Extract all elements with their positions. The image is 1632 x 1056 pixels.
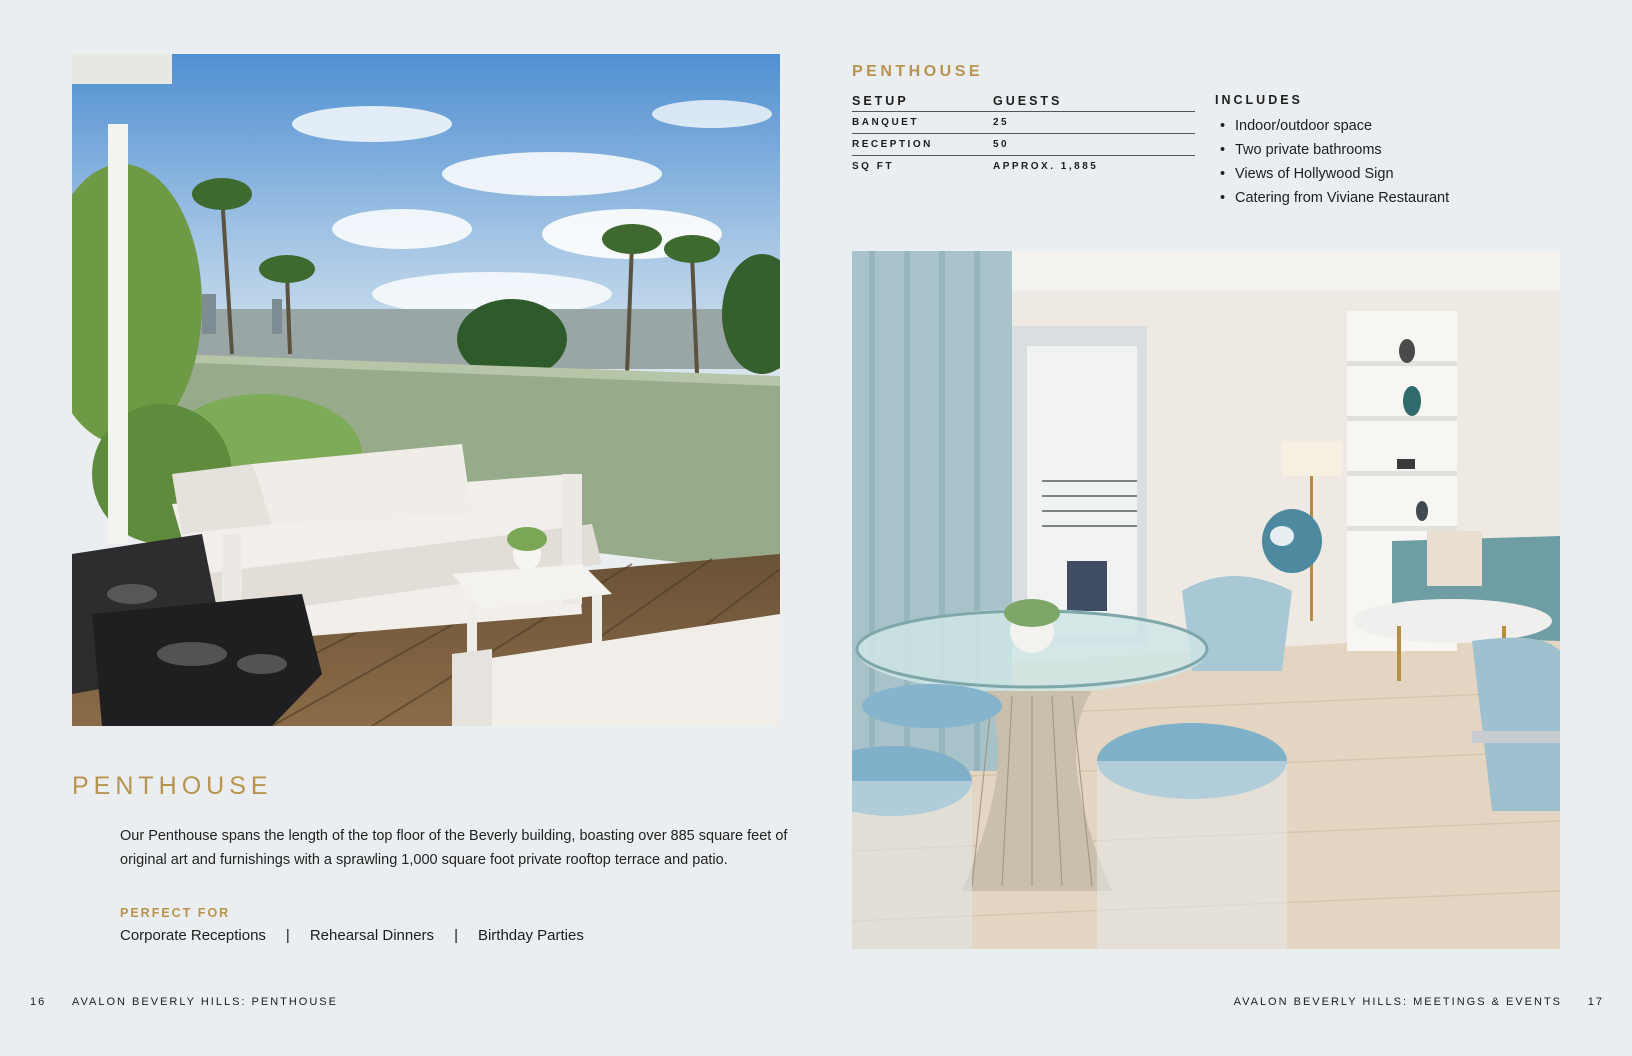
- guests-cell: 50: [993, 134, 1195, 156]
- page-number-right: 17: [1587, 996, 1604, 1008]
- penthouse-description: Our Penthouse spans the length of the top floor of the Beverly building, boasting over 885 square feet of original art and furnishings with a sprawling 1,000 square foot private rooftop terrace and patio.: [120, 828, 788, 868]
- perfect-for-item: Birthday Parties: [477, 927, 584, 944]
- column-header: GUESTS: [993, 92, 1195, 112]
- table-header-row: [852, 92, 1195, 112]
- penthouse-title: PENTHOUSE: [72, 772, 273, 800]
- footer-left-text: AVALON BEVERLY HILLS: PENTHOUSE: [72, 996, 338, 1008]
- list-item: • Views of Hollywood Sign: [1220, 162, 1449, 186]
- perfect-for-item: Rehearsal Dinners: [309, 927, 435, 944]
- specs-table: [852, 92, 1195, 177]
- table-row: [852, 112, 1195, 134]
- footer-right-text: AVALON BEVERLY HILLS: MEETINGS & EVENTS: [1233, 996, 1562, 1008]
- list-item: • Indoor/outdoor space: [1220, 114, 1449, 138]
- setup-cell: RECEPTION: [852, 134, 993, 156]
- setup-cell: SQ FT: [852, 161, 894, 172]
- list-item: • Two private bathrooms: [1220, 138, 1449, 162]
- includes-title: INCLUDES: [1215, 93, 1303, 107]
- table-row: [852, 156, 1195, 178]
- living-room-photo: [852, 251, 1560, 949]
- rooftop-terrace-photo: [72, 54, 780, 726]
- page-number-left: 16: [30, 996, 47, 1008]
- specs-title: PENTHOUSE: [852, 63, 984, 80]
- setup-cell: BANQUET: [852, 112, 993, 134]
- perfect-for-item: Corporate Receptions: [120, 927, 266, 944]
- separator: |: [285, 927, 290, 944]
- guests-cell: 25: [993, 112, 1195, 134]
- column-header: SETUP: [852, 92, 993, 112]
- guests-cell: APPROX. 1,885: [993, 161, 1099, 172]
- includes-list: [1220, 114, 1449, 210]
- separator: |: [454, 927, 458, 944]
- perfect-for-label: PERFECT FOR: [120, 906, 231, 920]
- list-item: • Catering from Viviane Restaurant: [1220, 186, 1449, 210]
- perfect-for-list: [120, 927, 584, 944]
- table-row: [852, 134, 1195, 156]
